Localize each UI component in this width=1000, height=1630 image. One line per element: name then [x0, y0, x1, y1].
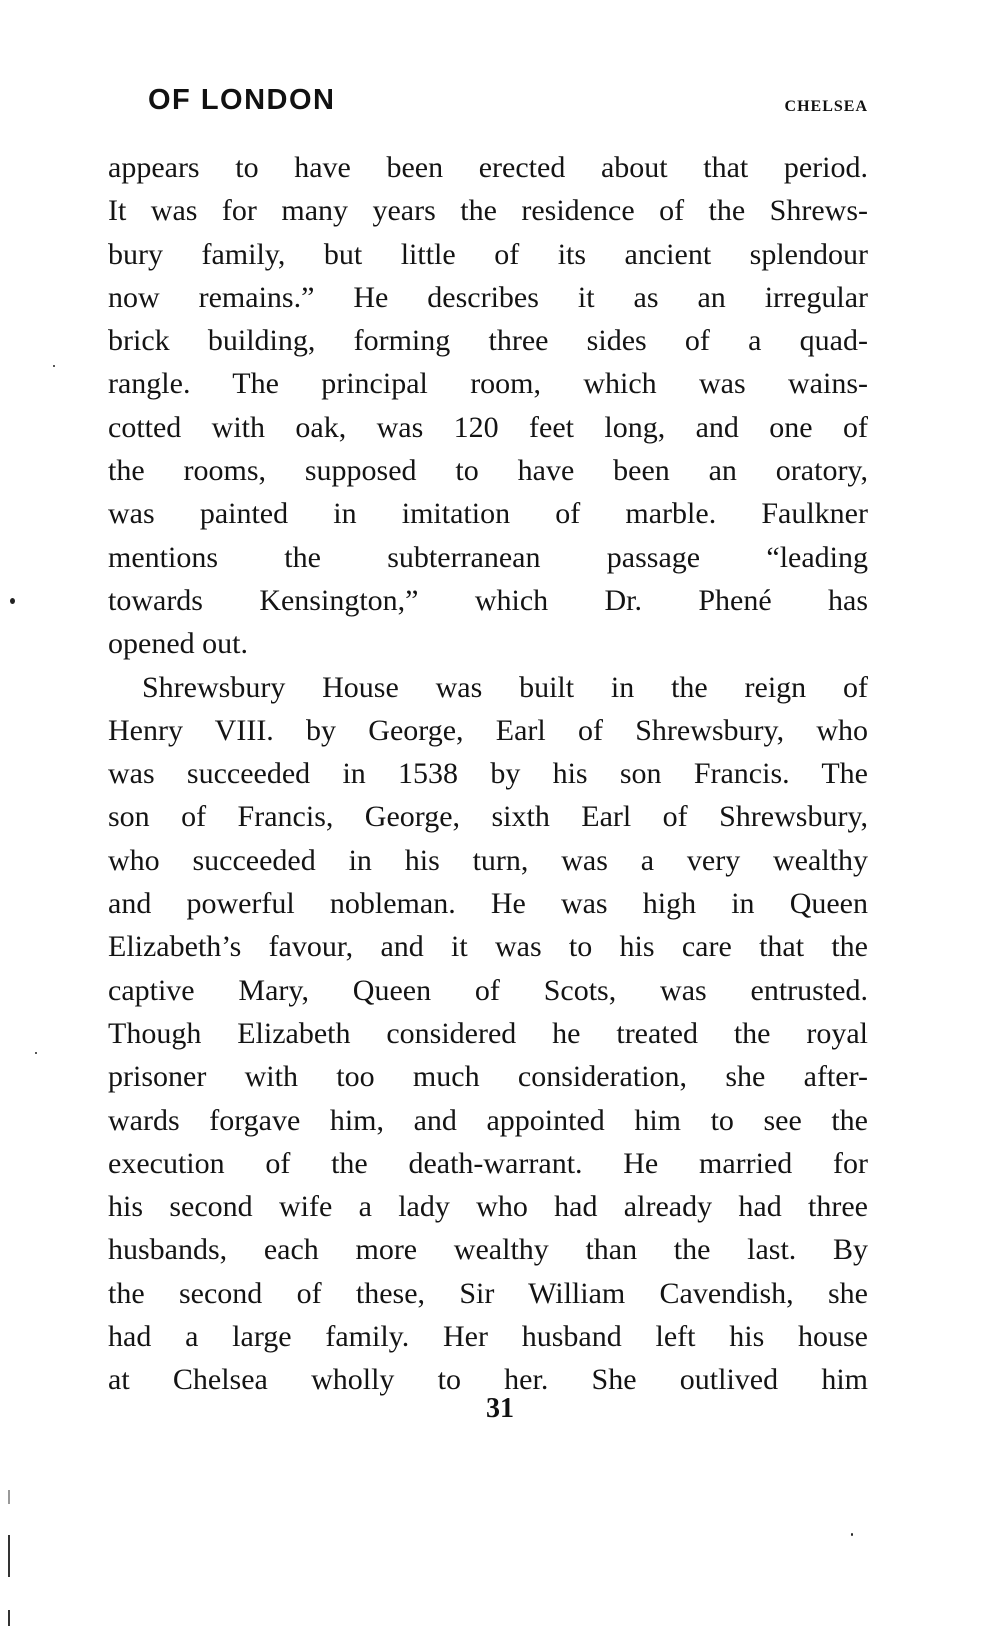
text-line: Shrewsbury House was built in the reign of [142, 670, 868, 704]
text-line: Elizabeth’s favour, and it was to his care that the [108, 930, 868, 964]
body-text [108, 146, 868, 1402]
scan-speck [10, 598, 15, 604]
text-line: his second wife a lady who had already had three [108, 1190, 868, 1224]
text-line: opened out. [108, 627, 248, 661]
text-line: mentions the subterranean passage “leading [108, 540, 868, 574]
running-section: CHELSEA [784, 98, 868, 115]
text-line: Henry VIII. by George, Earl of Shrewsbury, who [108, 713, 868, 747]
scan-speck [35, 1052, 37, 1054]
text-line: who succeeded in his turn, was a very wealthy [108, 843, 868, 877]
text-line: at Chelsea wholly to her. She outlived him [108, 1363, 868, 1397]
text-line: appears to have been erected about that period. [108, 151, 868, 184]
text-line: and powerful nobleman. He was high in Queen [108, 887, 868, 921]
page-header [108, 84, 868, 124]
text-line: brick building, forming three sides of a quad- [108, 324, 868, 358]
text-line: Though Elizabeth considered he treated the royal [108, 1016, 868, 1050]
scan-margin-mark [8, 1535, 10, 1577]
text-line: prisoner with too much consideration, she after- [108, 1060, 868, 1094]
text-line: cotted with oak, was 120 feet long, and one of [108, 410, 868, 444]
text-line: It was for many years the residence of the Shrews- [108, 194, 868, 228]
text-line: captive Mary, Queen of Scots, was entrusted. [108, 973, 868, 1007]
page-number: 31 [486, 1393, 514, 1424]
text-line: rangle. The principal room, which was wains- [108, 367, 868, 401]
text-line: the second of these, Sir William Cavendish, she [108, 1276, 868, 1310]
text-line: husbands, each more wealthy than the last. By [108, 1233, 868, 1267]
text-line: son of Francis, George, sixth Earl of Shrewsbury, [108, 800, 868, 834]
paragraph-2 [108, 666, 868, 1402]
text-line: execution of the death-warrant. He married for [108, 1146, 868, 1180]
scan-speck [851, 1533, 853, 1536]
scan-margin-mark [8, 1490, 10, 1504]
text-line: bury family, but little of its ancient splendour [108, 237, 868, 271]
scan-margin-mark [8, 1610, 10, 1626]
text-line: wards forgave him, and appointed him to see the [108, 1103, 868, 1137]
text-line: the rooms, supposed to have been an oratory, [108, 454, 868, 488]
scan-speck [53, 365, 55, 367]
paragraph-1 [108, 146, 868, 666]
running-title: OF LONDON [148, 84, 336, 116]
text-line: now remains.” He describes it as an irregular [108, 280, 868, 314]
text-line: was painted in imitation of marble. Faulkner [108, 497, 868, 531]
text-line: towards Kensington,” which Dr. Phené has [108, 583, 868, 617]
text-line: was succeeded in 1538 by his son Francis. The [108, 757, 868, 791]
text-line: had a large family. Her husband left his house [108, 1320, 868, 1354]
